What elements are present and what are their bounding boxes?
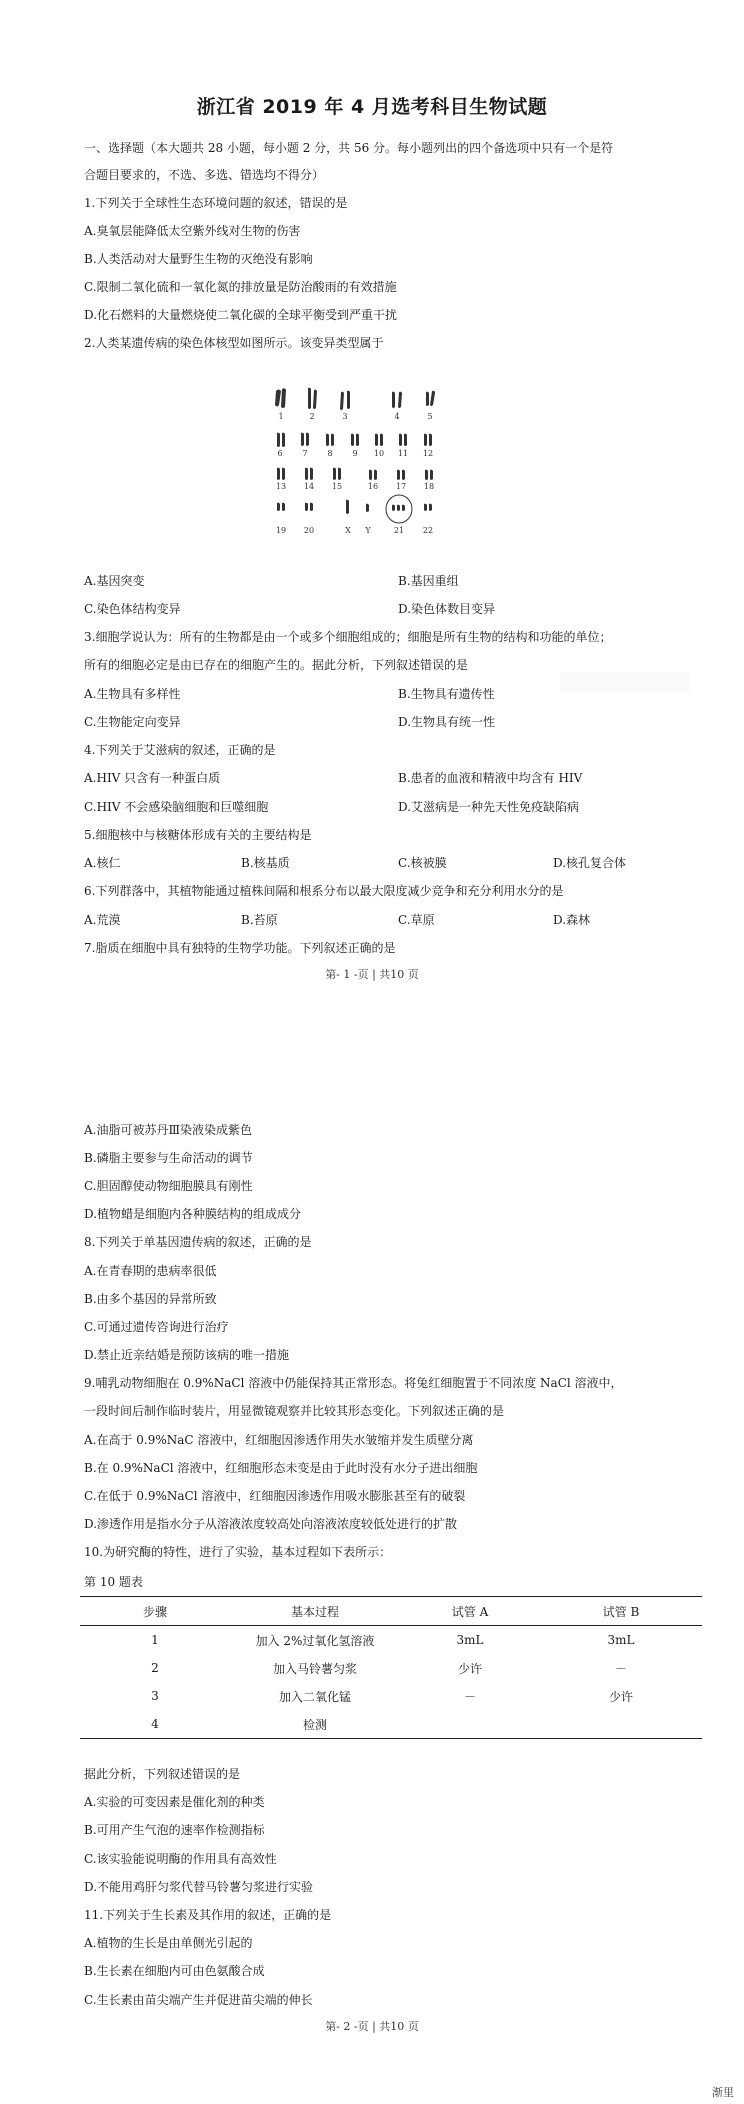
q4-option-d: D.艾滋病是一种先天性免疫缺陷病 <box>398 800 580 814</box>
scan-smudge <box>560 672 690 692</box>
karyotype-label: 21 <box>393 526 405 535</box>
q6-option-a: A.荒漠 <box>84 913 121 927</box>
q5-stem: 5.细胞核中与核糖体形成有关的主要结构是 <box>84 828 312 842</box>
table-row <box>80 1710 702 1739</box>
q11-option-c: C.生长素由苗尖端产生并促进苗尖端的伸长 <box>84 1993 313 2007</box>
q1-option-b: B.人类活动对大量野生生物的灭绝没有影响 <box>84 252 313 266</box>
q10-option-b: B.可用产生气泡的速率作检测指标 <box>84 1823 265 1837</box>
karyotype-label: 6 <box>277 449 283 458</box>
q10-after: 据此分析，下列叙述错误的是 <box>84 1767 241 1781</box>
q8-option-a: A.在青春期的患病率很低 <box>84 1264 217 1278</box>
q5-option-a: A.核仁 <box>84 856 121 870</box>
table-cell: 加入二氧化锰 <box>278 1689 351 1704</box>
karyotype-label: 5 <box>427 412 433 421</box>
q1-option-d: D.化石燃料的大量燃烧使二氧化碳的全球平衡受到严重干扰 <box>84 308 398 322</box>
q5-option-c: C.核被膜 <box>398 856 447 870</box>
karyotype-label: 11 <box>397 449 409 458</box>
q7-option-d: D.植物蜡是细胞内各种膜结构的组成成分 <box>84 1207 302 1221</box>
table-cell: 加入马铃薯匀浆 <box>272 1661 357 1676</box>
q8-option-c: C.可通过遗传咨询进行治疗 <box>84 1320 229 1334</box>
table-header-cell: 试管 A <box>400 1597 540 1626</box>
q2-stem: 2.人类某遗传病的染色体核型如图所示。该变异类型属于 <box>84 336 384 350</box>
karyotype-label: 16 <box>367 482 379 491</box>
karyotype-label: 15 <box>331 482 343 491</box>
q2-option-c: C.染色体结构变异 <box>84 602 181 616</box>
karyotype-label: 18 <box>423 482 435 491</box>
table-header-row <box>80 1597 702 1626</box>
q9-option-d: D.渗透作用是指水分子从溶液浓度较高处向溶液浓度较低处进行的扩散 <box>84 1517 458 1531</box>
table-cell: 3 <box>151 1689 159 1703</box>
table-cell: 少许 <box>457 1661 482 1676</box>
q8-stem: 8.下列关于单基因遗传病的叙述，正确的是 <box>84 1235 312 1249</box>
q6-option-b: B.苔原 <box>241 913 278 927</box>
q3-stem-line-2: 所有的细胞必定是由已存在的细胞产生的。据此分析，下列叙述错误的是 <box>84 658 469 672</box>
q10-table-title: 第 10 题表 <box>84 1575 143 1589</box>
q3-option-b: B.生物具有遗传性 <box>398 687 495 701</box>
q11-stem: 11.下列关于生长素及其作用的叙述，正确的是 <box>84 1908 332 1922</box>
q11-option-a: A.植物的生长是由单侧光引起的 <box>84 1936 253 1950</box>
q6-option-c: C.草原 <box>398 913 435 927</box>
q9-option-c: C.在低于 0.9%NaCl 溶液中，红细胞因渗透作用吸水膨胀甚至有的破裂 <box>84 1489 466 1503</box>
q2-option-d: D.染色体数目变异 <box>398 602 496 616</box>
table-cell: 3mL <box>607 1633 635 1647</box>
q2-option-a: A.基因突变 <box>84 574 145 588</box>
karyotype-label: 13 <box>275 482 287 491</box>
q1-option-a: A.臭氧层能降低太空紫外线对生物的伤害 <box>84 224 301 238</box>
q10-option-c: C.该实验能说明酶的作用具有高效性 <box>84 1852 277 1866</box>
karyotype-label: 19 <box>275 526 287 535</box>
q1-stem: 1.下列关于全球性生态环境问题的叙述，错误的是 <box>84 196 348 210</box>
q9-stem-line-2: 一段时间后制作临时装片，用显微镜观察并比较其形态变化。下列叙述正确的是 <box>84 1404 505 1418</box>
table-cell: － <box>614 1661 627 1676</box>
table-row <box>80 1682 702 1710</box>
karyotype-label: 20 <box>303 526 315 535</box>
q7-option-b: B.磷脂主要参与生命活动的调节 <box>84 1151 253 1165</box>
karyotype-label: 17 <box>395 482 407 491</box>
q4-stem: 4.下列关于艾滋病的叙述，正确的是 <box>84 743 276 757</box>
q8-option-d: D.禁止近亲结婚是预防该病的唯一措施 <box>84 1348 290 1362</box>
table-cell: 4 <box>80 1710 230 1739</box>
q1-option-c: C.限制二氧化硫和一氧化氮的排放量是防治酸雨的有效措施 <box>84 280 397 294</box>
q3-option-c: C.生物能定向变异 <box>84 715 181 729</box>
karyotype-label: 2 <box>309 412 315 421</box>
page-footer-2: 第- 2 -页 | 共10 页 <box>325 2020 419 2033</box>
q10-stem: 10.为研究酶的特性，进行了实验，基本过程如下表所示： <box>84 1545 392 1559</box>
karyotype-label: 22 <box>422 526 434 535</box>
table-cell: 检测 <box>230 1710 400 1739</box>
karyotype-label: X <box>345 526 351 535</box>
page-1 <box>0 0 744 1000</box>
table-cell: 3mL <box>456 1633 484 1647</box>
table-row <box>80 1654 702 1682</box>
q10-option-d: D.不能用鸡肝匀浆代替马铃薯匀浆进行实验 <box>84 1880 314 1894</box>
q4-option-b: B.患者的血液和精液中均含有 HIV <box>398 771 583 785</box>
q3-option-a: A.生物具有多样性 <box>84 687 181 701</box>
karyotype-label: 4 <box>394 412 400 421</box>
karyotype-label: 3 <box>342 412 348 421</box>
table-header-cell: 基本过程 <box>230 1597 400 1626</box>
q3-stem-line-1: 3.细胞学说认为：所有的生物都是由一个或多个细胞组成的；细胞是所有生物的结构和功能的单位； <box>84 630 612 644</box>
karyotype-label: 7 <box>302 449 308 458</box>
page-2 <box>0 1108 744 2068</box>
q7-option-a: A.油脂可被苏丹Ⅲ染液染成紫色 <box>84 1123 253 1137</box>
q5-option-b: B.核基质 <box>241 856 290 870</box>
q6-option-d: D.森林 <box>553 913 591 927</box>
table-row <box>80 1626 702 1655</box>
page-title: 浙江省 2019 年 4 月选考科目生物试题 <box>196 96 548 118</box>
q9-stem-line-1: 9.哺乳动物细胞在 0.9%NaCl 溶液中仍能保持其正常形态。将兔红细胞置于不同浓度 NaCl 溶液中， <box>84 1376 623 1390</box>
q4-option-c: C.HIV 不会感染脑细胞和巨噬细胞 <box>84 800 269 814</box>
table-cell: － <box>463 1689 476 1704</box>
q3-option-d: D.生物具有统一性 <box>398 715 496 729</box>
q11-option-b: B.生长素在细胞内可由色氨酸合成 <box>84 1964 265 1978</box>
karyotype-figure <box>268 386 468 556</box>
q6-stem: 6.下列群落中，其植物能通过植株间隔和根系分布以最大限度减少竞争和充分利用水分的是 <box>84 884 564 898</box>
q10-table <box>80 1596 702 1739</box>
q9-option-b: B.在 0.9%NaCl 溶液中，红细胞形态未变是由于此时没有水分子进出细胞 <box>84 1461 478 1475</box>
karyotype-label: 8 <box>327 449 333 458</box>
karyotype-label: 10 <box>373 449 385 458</box>
q7-stem: 7.脂质在细胞中具有独特的生物学功能。下列叙述正确的是 <box>84 941 396 955</box>
corner-watermark-text: 渐里 <box>712 2086 734 2099</box>
table-cell: 加入 2%过氧化氢溶液 <box>255 1633 375 1648</box>
section-intro-line-2: 合题目要求的，不选、多选、错选均不得分） <box>84 168 325 182</box>
q10-option-a: A.实验的可变因素是催化剂的种类 <box>84 1795 265 1809</box>
karyotype-label: 1 <box>278 412 284 421</box>
page-footer-1: 第- 1 -页 | 共10 页 <box>325 968 419 981</box>
q5-option-d: D.核孔复合体 <box>553 856 627 870</box>
table-cell: 1 <box>151 1633 159 1647</box>
q4-option-a: A.HIV 只含有一种蛋白质 <box>84 771 221 785</box>
table-header-cell: 试管 B <box>540 1597 702 1626</box>
table-cell: 2 <box>151 1661 159 1675</box>
q9-option-a: A.在高于 0.9%NaC 溶液中，红细胞因渗透作用失水皱缩并发生质壁分离 <box>84 1433 474 1447</box>
karyotype-label: 9 <box>352 449 358 458</box>
table-cell: 少许 <box>608 1689 633 1704</box>
section-intro-line-1: 一、选择题（本大题共 28 小题，每小题 2 分，共 56 分。每小题列出的四个备选项中只有一个是符 <box>84 141 614 155</box>
q2-option-b: B.基因重组 <box>398 574 459 588</box>
karyotype-label: 14 <box>303 482 315 491</box>
table-cell <box>540 1710 702 1739</box>
q7-option-c: C.胆固醇使动物细胞膜具有刚性 <box>84 1179 253 1193</box>
q8-option-b: B.由多个基因的异常所致 <box>84 1292 217 1306</box>
table-header-cell: 步骤 <box>80 1597 230 1626</box>
karyotype-label: 12 <box>422 449 434 458</box>
karyotype-label: Y <box>365 526 371 535</box>
table-cell <box>400 1710 540 1739</box>
